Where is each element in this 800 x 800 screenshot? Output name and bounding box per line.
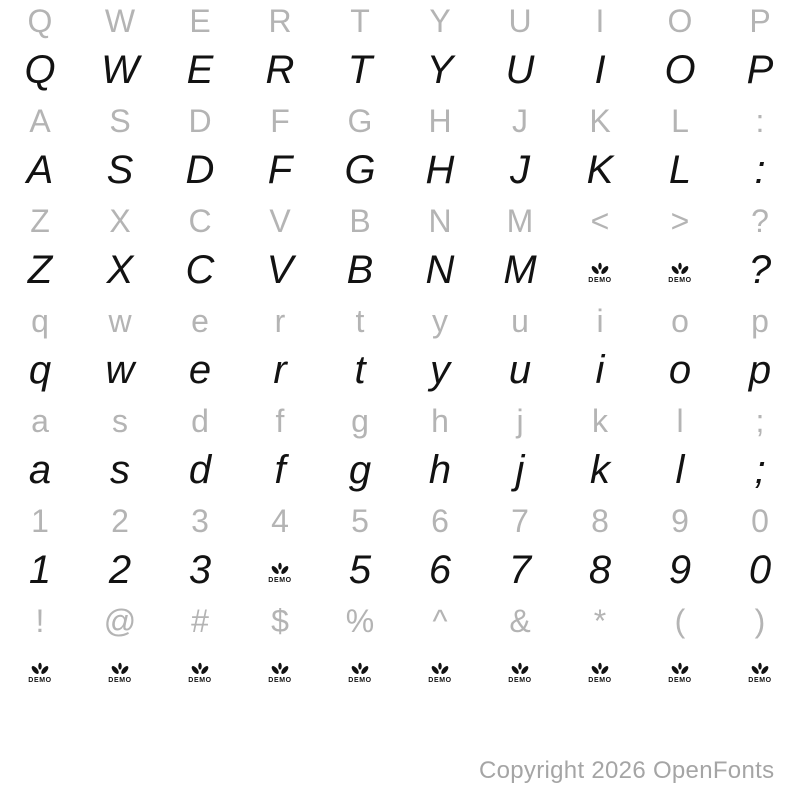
glyph-cell: 8 [588, 547, 612, 592]
glyph-cell: 6 [428, 547, 452, 592]
specimen-row-6-ink [0, 247, 800, 300]
glyph-cell: ; [755, 402, 765, 439]
specimen-row-3-ghost [0, 100, 800, 150]
glyph-cell: S [106, 147, 134, 192]
glyph-cell: F [267, 147, 293, 192]
glyph-cell: T [347, 47, 373, 92]
glyph-cell: 7 [508, 547, 532, 592]
glyph-cell: Z [27, 247, 53, 292]
glyph-cell: p [748, 347, 772, 392]
demo-fleuron-icon [750, 662, 770, 676]
glyph-cell: U [508, 2, 532, 39]
glyph-cell: S [109, 102, 131, 139]
glyph-cell: ; [754, 447, 766, 492]
glyph-cell: o [668, 347, 692, 392]
glyph-cell: A [29, 102, 51, 139]
demo-fleuron-icon [350, 662, 370, 676]
glyph-cell: 2 [111, 502, 129, 539]
glyph-cell: L [668, 147, 692, 192]
glyph-cell: g [348, 447, 372, 492]
glyph-cell: l [675, 447, 685, 492]
glyph-cell: W [101, 47, 139, 92]
glyph-cell: i [595, 347, 605, 392]
demo-fleuron-icon [30, 662, 50, 676]
glyph-cell: o [671, 302, 689, 339]
glyph-cell: w [105, 347, 135, 392]
glyph-cell: ) [754, 602, 766, 639]
demo-fleuron-icon [270, 562, 290, 576]
glyph-cell: ^ [432, 602, 448, 639]
demo-placeholder-glyph [320, 648, 400, 698]
glyph-cell: 1 [31, 502, 49, 539]
demo-marker-label: DEMO [668, 676, 692, 684]
glyph-cell: q [28, 347, 52, 392]
demo-placeholder-glyph [640, 248, 720, 298]
glyph-cell: 9 [671, 502, 689, 539]
glyph-cell: 4 [271, 502, 289, 539]
glyph-cell: E [186, 47, 214, 92]
glyph-cell: % [345, 602, 375, 639]
specimen-row-7-ghost [0, 300, 800, 350]
glyph-cell: B [349, 202, 371, 239]
glyph-cell: w [108, 302, 132, 339]
specimen-row-9-ghost [0, 400, 800, 450]
glyph-cell: B [346, 247, 374, 292]
glyph-cell: J [512, 102, 528, 139]
glyph-cell: D [188, 102, 212, 139]
specimen-row-13-ghost [0, 600, 800, 650]
glyph-cell: ( [674, 602, 686, 639]
glyph-cell: Y [426, 47, 454, 92]
glyph-cell: 5 [348, 547, 372, 592]
demo-marker-label: DEMO [348, 676, 372, 684]
glyph-cell: K [589, 102, 611, 139]
glyph-cell: P [746, 47, 774, 92]
specimen-row-1-ghost [0, 0, 800, 50]
glyph-cell: Q [27, 2, 53, 39]
glyph-cell: F [270, 102, 290, 139]
glyph-cell: e [188, 347, 212, 392]
glyph-cell: R [268, 2, 292, 39]
glyph-cell: H [428, 102, 452, 139]
glyph-cell: # [191, 602, 209, 639]
glyph-cell: L [671, 102, 689, 139]
demo-placeholder-glyph [640, 648, 720, 698]
glyph-cell: ! [35, 602, 45, 639]
glyph-cell: ? [748, 247, 772, 292]
glyph-cell: N [428, 202, 452, 239]
glyph-cell: s [110, 447, 130, 492]
glyph-cell: j [516, 402, 524, 439]
demo-marker-label: DEMO [428, 676, 452, 684]
demo-placeholder-glyph [720, 648, 800, 698]
demo-placeholder-glyph [80, 648, 160, 698]
glyph-cell: y [432, 302, 448, 339]
demo-marker-label: DEMO [748, 676, 772, 684]
demo-marker-label: DEMO [668, 276, 692, 284]
glyph-cell: a [28, 447, 52, 492]
glyph-cell: i [596, 302, 604, 339]
glyph-cell: h [431, 402, 449, 439]
glyph-cell: U [505, 47, 535, 92]
demo-placeholder-glyph [480, 648, 560, 698]
glyph-cell: G [344, 147, 376, 192]
glyph-cell: C [185, 247, 215, 292]
specimen-row-12-ink [0, 547, 800, 600]
demo-fleuron-icon [190, 662, 210, 676]
glyph-cell: a [31, 402, 49, 439]
glyph-cell: 5 [351, 502, 369, 539]
glyph-cell: u [508, 347, 532, 392]
glyph-cell: E [189, 2, 211, 39]
glyph-cell: 0 [751, 502, 769, 539]
glyph-cell: H [425, 147, 455, 192]
demo-fleuron-icon [110, 662, 130, 676]
glyph-cell: & [509, 602, 531, 639]
demo-placeholder-glyph [0, 648, 80, 698]
glyph-cell: r [274, 302, 286, 339]
glyph-cell: l [676, 402, 684, 439]
glyph-cell: $ [271, 602, 289, 639]
glyph-cell: I [595, 2, 605, 39]
glyph-cell: V [266, 247, 294, 292]
glyph-cell: h [428, 447, 452, 492]
demo-marker-label: DEMO [588, 676, 612, 684]
glyph-cell: d [188, 447, 212, 492]
glyph-cell: N [425, 247, 455, 292]
demo-marker-label: DEMO [268, 676, 292, 684]
glyph-cell: J [510, 147, 530, 192]
glyph-cell: * [593, 602, 607, 639]
demo-placeholder-glyph [240, 548, 320, 598]
copyright-text: Copyright 2026 OpenFonts [479, 757, 775, 784]
demo-placeholder-glyph [160, 648, 240, 698]
demo-fleuron-icon [510, 662, 530, 676]
glyph-cell: 9 [668, 547, 692, 592]
glyph-cell: k [592, 402, 608, 439]
glyph-cell: V [269, 202, 291, 239]
demo-marker-label: DEMO [588, 276, 612, 284]
glyph-cell: j [515, 447, 525, 492]
glyph-cell: 2 [108, 547, 132, 592]
specimen-row-14-ink [0, 650, 800, 700]
glyph-cell: k [590, 447, 610, 492]
glyph-cell: q [31, 302, 49, 339]
demo-placeholder-glyph [240, 648, 320, 698]
demo-fleuron-icon [270, 662, 290, 676]
specimen-row-8-ink [0, 347, 800, 400]
glyph-cell: 8 [591, 502, 609, 539]
glyph-cell: : [755, 102, 765, 139]
glyph-cell: 6 [431, 502, 449, 539]
demo-placeholder-glyph [400, 648, 480, 698]
demo-fleuron-icon [590, 262, 610, 276]
glyph-cell: X [106, 247, 134, 292]
glyph-cell: T [350, 2, 370, 39]
specimen-row-4-ink [0, 147, 800, 200]
glyph-cell: Z [30, 202, 50, 239]
glyph-cell: 3 [191, 502, 209, 539]
glyph-cell: 3 [188, 547, 212, 592]
specimen-row-2-ink [0, 47, 800, 100]
glyph-cell: A [26, 147, 54, 192]
glyph-cell: p [751, 302, 769, 339]
glyph-cell: M [503, 247, 537, 292]
specimen-row-11-ghost [0, 500, 800, 550]
glyph-cell: D [185, 147, 215, 192]
glyph-cell: d [191, 402, 209, 439]
glyph-cell: ? [751, 202, 769, 239]
glyph-cell: 0 [748, 547, 772, 592]
demo-fleuron-icon [590, 662, 610, 676]
glyph-cell: f [274, 447, 286, 492]
glyph-cell: Q [24, 47, 56, 92]
demo-marker-label: DEMO [188, 676, 212, 684]
demo-marker-label: DEMO [268, 576, 292, 584]
glyph-cell: f [275, 402, 285, 439]
glyph-cell: X [109, 202, 131, 239]
demo-fleuron-icon [430, 662, 450, 676]
glyph-cell: P [749, 2, 771, 39]
demo-placeholder-glyph [560, 248, 640, 298]
glyph-cell: @ [103, 602, 137, 639]
glyph-cell: O [667, 2, 693, 39]
specimen-row-10-ink [0, 447, 800, 500]
glyph-cell: W [104, 2, 136, 39]
glyph-cell: e [191, 302, 209, 339]
glyph-cell: r [273, 347, 287, 392]
glyph-cell: 7 [511, 502, 529, 539]
glyph-cell: G [347, 102, 373, 139]
glyph-cell: g [351, 402, 369, 439]
demo-fleuron-icon [670, 262, 690, 276]
glyph-cell: Y [429, 2, 451, 39]
demo-marker-label: DEMO [28, 676, 52, 684]
glyph-cell: K [586, 147, 614, 192]
glyph-cell: t [354, 347, 366, 392]
demo-marker-label: DEMO [108, 676, 132, 684]
demo-placeholder-glyph [560, 648, 640, 698]
glyph-cell: s [112, 402, 128, 439]
glyph-cell: < [590, 202, 610, 239]
glyph-cell: I [594, 47, 606, 92]
demo-fleuron-icon [670, 662, 690, 676]
glyph-cell: O [664, 47, 696, 92]
glyph-cell: R [265, 47, 295, 92]
glyph-cell: C [188, 202, 212, 239]
specimen-row-5-ghost [0, 200, 800, 250]
demo-marker-label: DEMO [508, 676, 532, 684]
glyph-cell: M [506, 202, 534, 239]
glyph-cell: > [670, 202, 690, 239]
glyph-cell: y [430, 347, 450, 392]
glyph-cell: 1 [28, 547, 52, 592]
glyph-cell: t [355, 302, 365, 339]
glyph-cell: : [754, 147, 766, 192]
glyph-cell: u [511, 302, 529, 339]
